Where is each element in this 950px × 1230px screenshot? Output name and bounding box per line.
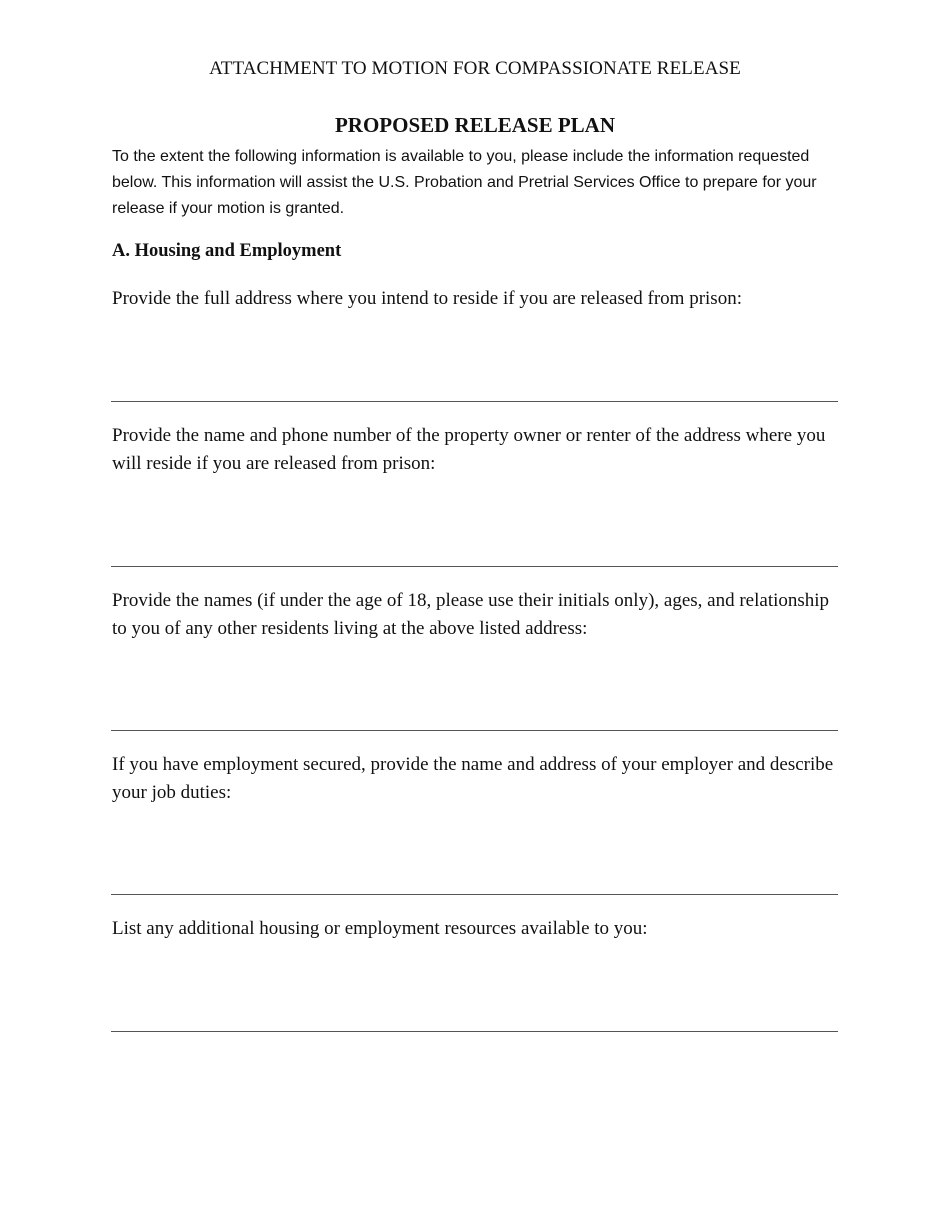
question-additional-resources: List any additional housing or employment resources available to you: xyxy=(112,918,648,939)
document-header: ATTACHMENT TO MOTION FOR COMPASSIONATE RELEASE xyxy=(209,58,741,79)
answer-line-other-residents[interactable] xyxy=(111,730,838,731)
intro-paragraph: To the extent the following information is available to you, please include the information requested below. This information will assist the U.S. Probation and Pretrial Services Office to prepare for your release if your motion is granted. xyxy=(112,148,817,217)
section-heading-housing-employment: A. Housing and Employment xyxy=(112,241,342,261)
question-residence-address: Provide the full address where you intend to reside if you are released from prison: xyxy=(112,288,742,309)
question-property-owner: Provide the name and phone number of the property owner or renter of the address where you will reside if you are released from prison: xyxy=(112,425,826,474)
page-title: PROPOSED RELEASE PLAN xyxy=(334,113,616,137)
answer-line-property-owner[interactable] xyxy=(111,566,838,567)
question-employment: If you have employment secured, provide the name and address of your employer and describe your job duties: xyxy=(112,754,834,803)
answer-line-additional-resources[interactable] xyxy=(111,1031,838,1032)
answer-line-employment[interactable] xyxy=(111,894,838,895)
answer-line-residence-address[interactable] xyxy=(111,401,838,402)
question-other-residents: Provide the names (if under the age of 18, please use their initials only), ages, and relationship to you of any other residents living at the above listed address: xyxy=(112,590,830,639)
